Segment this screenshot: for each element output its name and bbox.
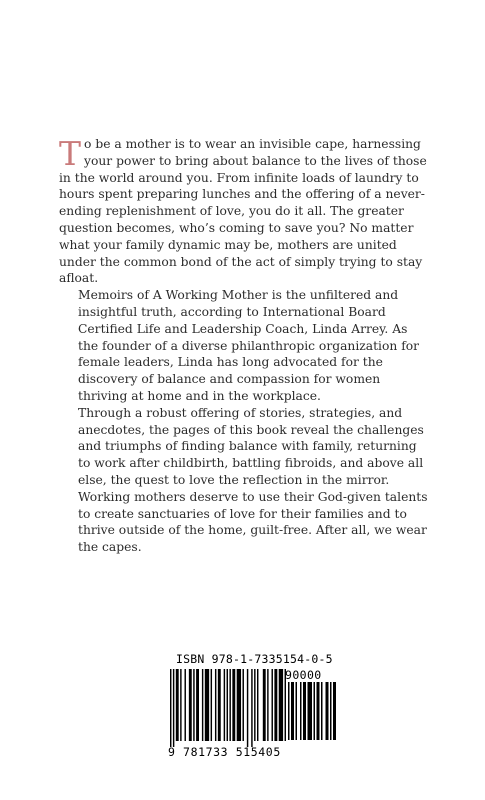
barcode-bar [180,669,181,741]
paragraph-3: Through a robust offering of stories, strategies, and anecdotes, the pages of this book reveal the challenges and triumphs of finding balance with family, returning to work after childbirth, battling fibroids, and above all else, the quest to love the reflection in the mirror. Working mothers deserve to use their God-given talents to create sanctuaries of love for their families and to thrive outside of the home, guilt-free. After all, we wear the capes. [78,405,428,555]
barcode-bar [303,682,306,740]
barcode-bar [251,669,252,747]
price-addon-bars [286,682,336,742]
barcode-bar [330,682,332,740]
barcode-bar [196,669,199,741]
barcode-bar [326,682,329,740]
isbn-barcode [168,652,336,762]
barcode-bar [300,682,302,740]
barcode-bar [218,669,221,741]
paragraph-2: Memoirs of A Working Mother is the unfiltered and insightful truth, according to International Board Certified Life and Leadership Coach, Linda Arrey. As the founder of a diverse philanthropic organization for female leaders, Linda has long advocated for the discovery of balance and compassion for women thriving at home and in the workplace. [78,288,420,403]
barcode-bars [168,669,286,747]
barcode-bar [279,669,283,741]
barcode-bar [291,682,294,740]
price-code: 90000 [285,668,322,682]
barcode-bar [193,669,194,741]
paragraph-1-text: o be a mother is to wear an invisible cape, harnessing your power to bring about balance to the lives of those in the world around you. From infinite loads of laundry to hours spent preparing lunches and the offering of a never-ending replenishment of love, you do it all. The greater question becomes, who’s coming to save you? No matter what your family dynamic may be, mothers are united under the common bond of the act of simply trying to stay afloat. [59,137,427,286]
ean-number: 9 781733 515405 [168,745,281,759]
barcode-bar [229,669,230,741]
barcode-bar [247,669,248,747]
book-description [59,136,431,556]
barcode-bar [237,669,241,741]
paragraph-1 [59,136,431,287]
barcode-bar [185,669,186,741]
barcode-bar [189,669,192,741]
barcode-bar [243,669,244,741]
drop-cap: T [59,134,82,173]
barcode-bar [314,682,316,740]
barcode-bar [257,669,258,741]
barcode-bar [202,669,203,741]
isbn-label: ISBN 978-1-7335154-0-5 [176,652,333,666]
barcode-bar [224,669,225,741]
barcode-bar [215,669,216,741]
barcode-bar [263,669,266,741]
barcode-bar [176,669,179,741]
barcode-bar [205,669,209,741]
barcode-bar [333,682,336,740]
barcode-bar [211,669,212,741]
barcode-bar [296,682,298,740]
barcode-bar [254,669,255,741]
barcode-bar [227,669,228,741]
barcode-bar [232,669,235,741]
barcode-bar [317,682,320,740]
barcode-bar [288,682,290,740]
barcode-bar [173,669,174,747]
barcode-bar [170,669,171,747]
barcode-bar [267,669,268,741]
barcode-bar [274,669,277,741]
barcode-bar [272,669,273,741]
barcode-bar [321,682,323,740]
barcode-bar [308,682,313,740]
